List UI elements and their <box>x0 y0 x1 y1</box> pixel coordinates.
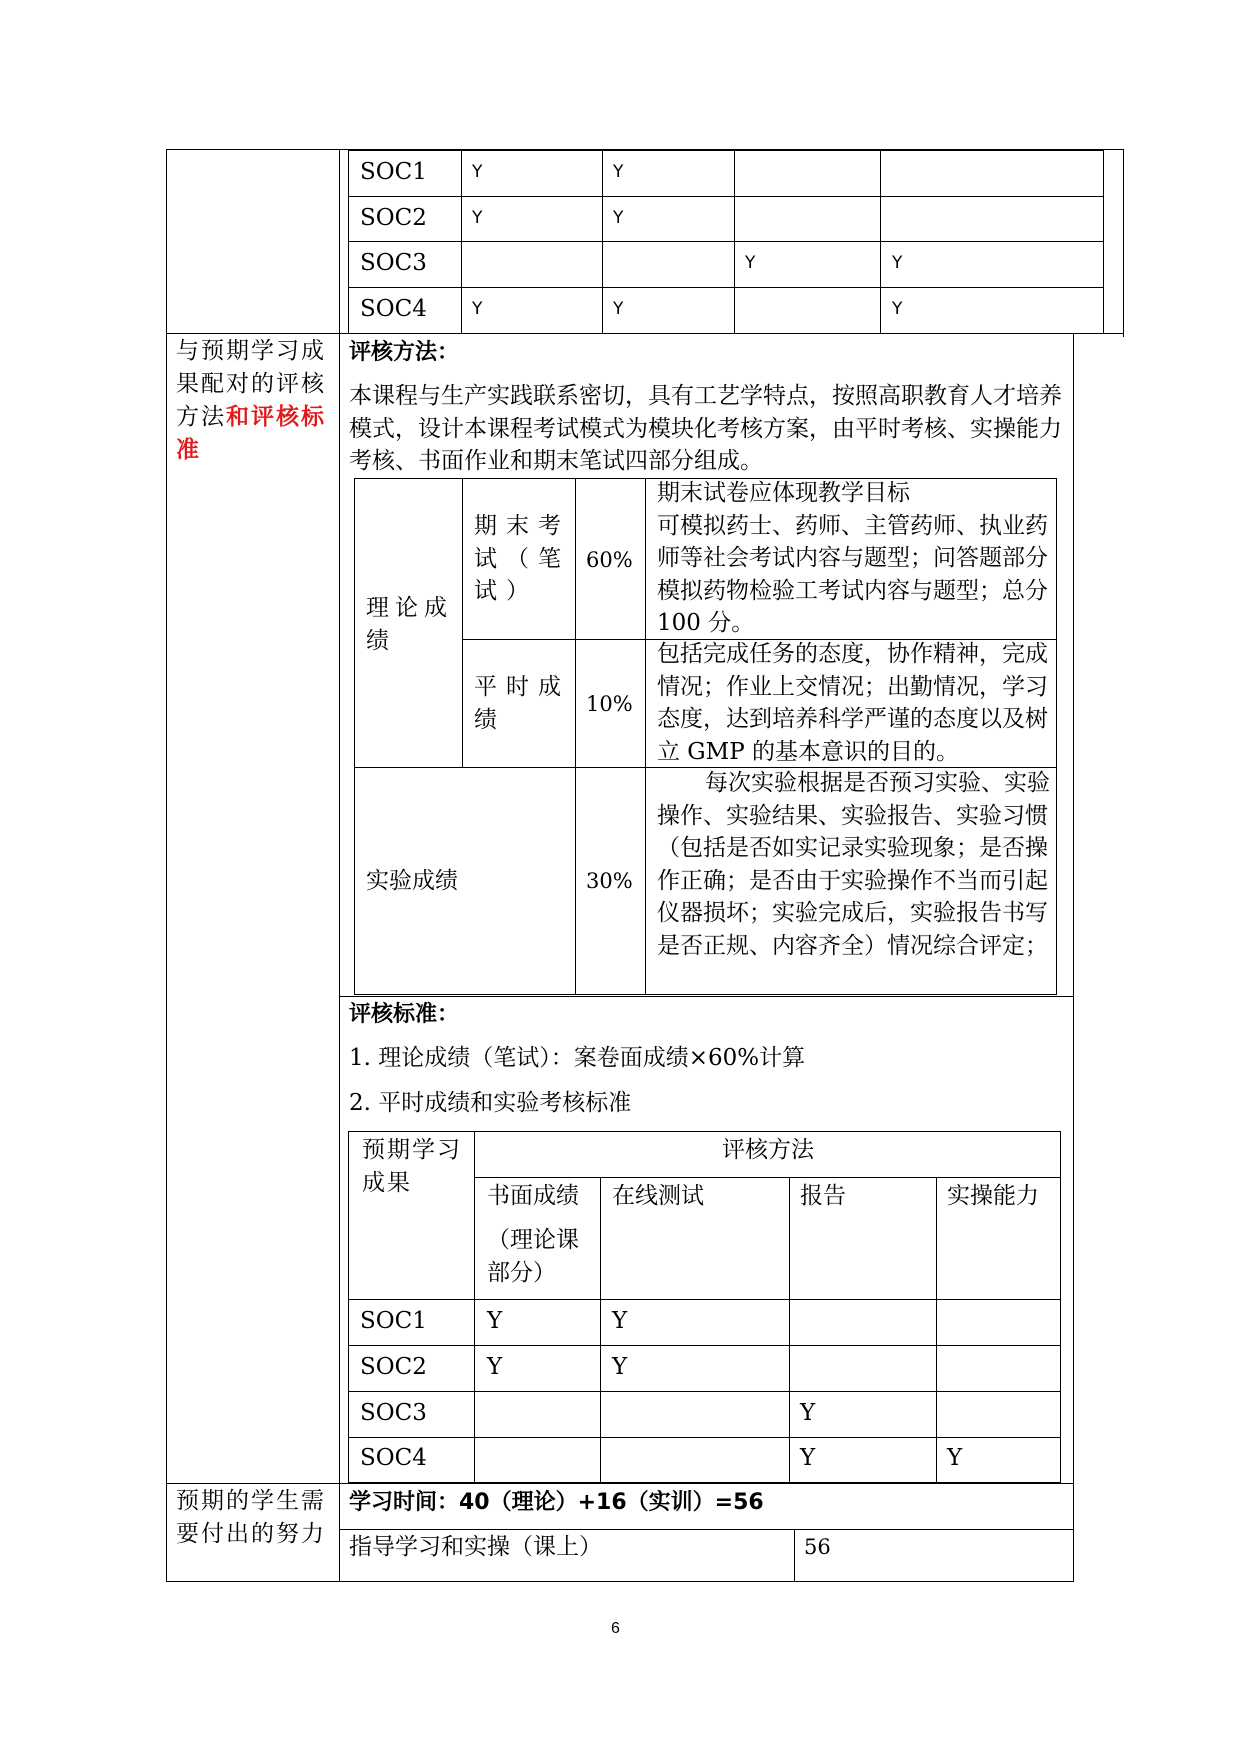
soc-mark: Y <box>892 253 903 273</box>
matrix-col-written-sub: （理论课部分） <box>487 1227 579 1286</box>
soc-mark: Y <box>613 162 624 182</box>
matrix-col-report: 报告 <box>800 1183 846 1209</box>
soc-id: SOC1 <box>360 159 427 185</box>
soc-mark: Y <box>472 208 483 228</box>
experiment-score-description: 每次实验根据是否预习实验、实验操作、实验结果、实验报告、实验习惯（包括是否如实记录实验现象；是否操作正确；是否由于实验操作不当而引起仪器损坏；实验完成后，实验报告书写是否正规、内容齐全）情况综合评定； <box>657 770 1050 959</box>
matrix-mark: Y <box>487 1308 503 1334</box>
method-intro: 本课程与生产实践联系密切，具有工艺学特点，按照高职教育人才培养模式，设计本课程考试模式为模块化考核方案，由平时考核、实操能力考核、书面作业和期末笔试四部分组成。 <box>349 383 1062 474</box>
study-time: 学习时间：40（理论）+16（实训）=56 <box>349 1490 764 1515</box>
experiment-score-label: 实验成绩 <box>366 868 458 894</box>
matrix-mark: Y <box>947 1445 963 1471</box>
assess-label-normal: 与预期学习成果配对的评核方法 <box>176 338 326 430</box>
matrix-mark: Y <box>487 1354 503 1380</box>
standard-heading: 评核标准： <box>349 1002 460 1027</box>
effort-row-label: 预期的学生需要付出的努力 <box>176 1488 326 1547</box>
matrix-row-id: SOC4 <box>360 1445 427 1471</box>
method-heading: 评核方法： <box>349 340 460 365</box>
matrix-row-id: SOC1 <box>360 1308 427 1334</box>
theory-label: 理论成绩 <box>366 595 453 654</box>
page-number: 6 <box>611 1620 620 1637</box>
daily-score-description: 包括完成任务的态度，协作精神，完成情况；作业上交情况；出勤情况，学习态度，达到培养科学严谨的态度以及树立 GMP 的基本意识的目的。 <box>657 641 1048 765</box>
soc-mark: Y <box>892 299 903 319</box>
soc-mark: Y <box>613 208 624 228</box>
matrix-col-written: 书面成绩 <box>487 1183 579 1209</box>
soc-id: SOC2 <box>360 205 427 231</box>
matrix-col-online-test: 在线测试 <box>612 1183 704 1209</box>
soc-mark: Y <box>745 253 756 273</box>
matrix-row-id: SOC3 <box>360 1400 427 1426</box>
guided-study-hours: 56 <box>804 1535 831 1559</box>
final-exam-percent: 60% <box>586 548 633 572</box>
soc-mark: Y <box>613 299 624 319</box>
guided-study-label: 指导学习和实操（课上） <box>349 1534 602 1560</box>
daily-score-percent: 10% <box>586 692 633 716</box>
matrix-mark: Y <box>612 1354 628 1380</box>
assess-row-label <box>176 335 334 467</box>
matrix-mark: Y <box>800 1400 816 1426</box>
daily-score-label: 平时成绩 <box>474 674 570 733</box>
experiment-score-percent: 30% <box>586 869 633 893</box>
final-exam-description: 期末试卷应体现教学目标 可模拟药士、药师、主管药师、执业药师等社会考试内容与题型；问答题部分模拟药物检验工考试内容与题型；总分 100 分。 <box>657 480 1048 636</box>
matrix-corner-header: 预期学习成果 <box>362 1137 462 1196</box>
standard-item-1: 1. 理论成绩（笔试）：案卷面成绩×60%计算 <box>349 1045 806 1071</box>
assess-label-red: 和评核标准 <box>176 404 326 463</box>
matrix-group-header: 评核方法 <box>722 1137 814 1163</box>
matrix-mark: Y <box>612 1308 628 1334</box>
final-exam-label: 期末考试（笔试） <box>474 513 570 604</box>
matrix-col-practical: 实操能力 <box>947 1183 1039 1209</box>
matrix-mark: Y <box>800 1445 816 1471</box>
matrix-row-id: SOC2 <box>360 1354 427 1380</box>
standard-item-2: 2. 平时成绩和实验考核标准 <box>349 1090 632 1116</box>
soc-id: SOC3 <box>360 250 427 276</box>
soc-id: SOC4 <box>360 296 427 322</box>
soc-mark: Y <box>472 162 483 182</box>
soc-mark: Y <box>472 299 483 319</box>
